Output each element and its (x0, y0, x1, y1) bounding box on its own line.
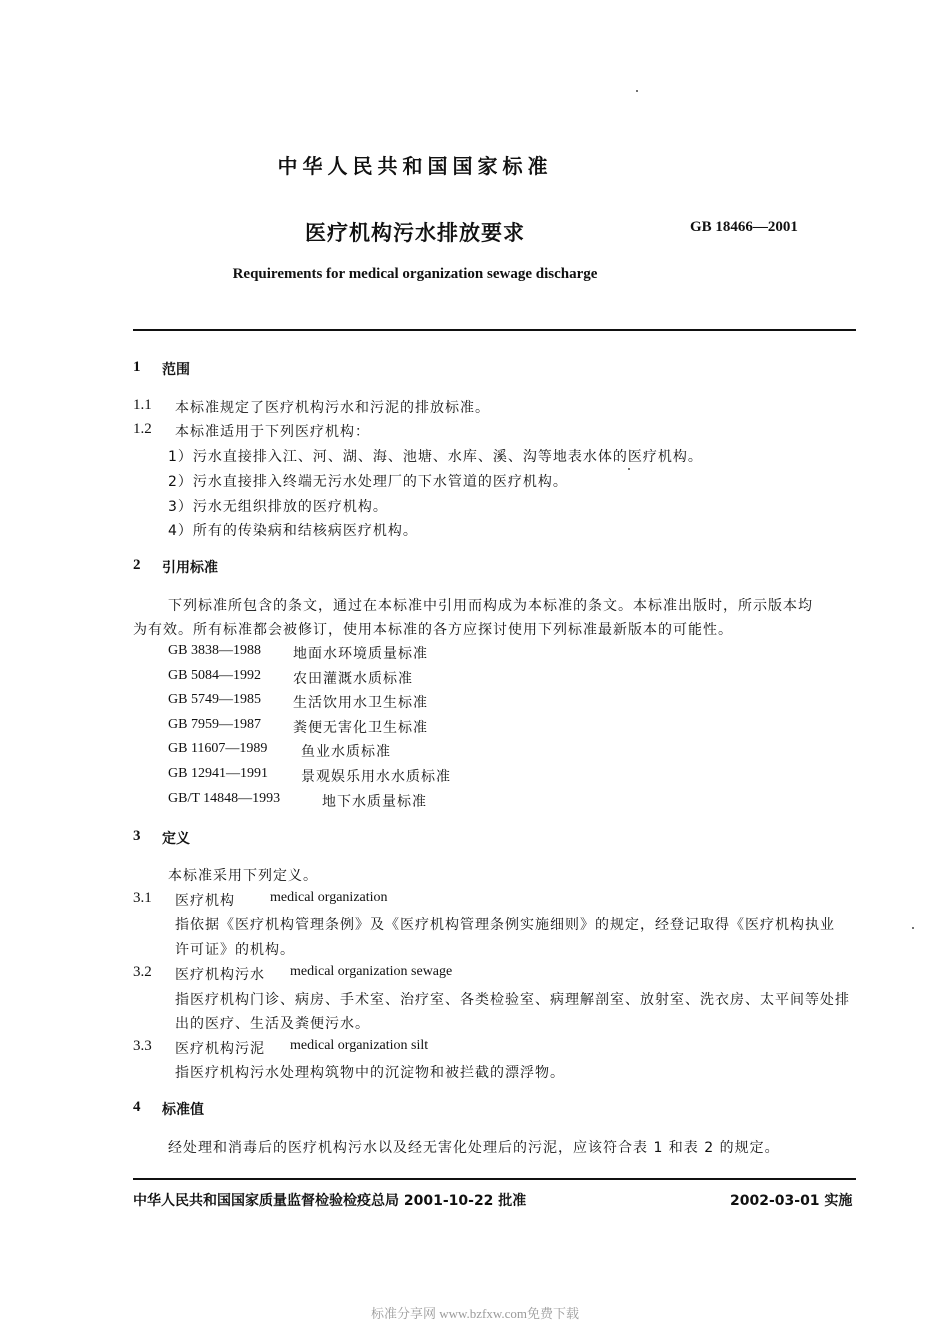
definition-intro: 本标准采用下列定义。 (168, 868, 318, 884)
national-standard-heading: 中华人民共和国国家标准 (277, 154, 553, 178)
clause-1-2-text: 本标准适用于下列医疗机构： (175, 424, 370, 440)
definition-line: 许可证》的机构。 (175, 942, 295, 958)
clause-1-2-number: 1.2 (133, 421, 152, 437)
english-title: Requirements for medical organization sewage discharge (232, 266, 598, 282)
list-item: 4）所有的传染病和结核病医疗机构。 (168, 523, 418, 539)
section-4-heading: 标准值 (162, 1102, 204, 1118)
definition-line: 指依据《医疗机构管理条例》及《医疗机构管理条例实施细则》的规定，经登记取得《医疗机构执业 (175, 917, 835, 933)
clause-3-1-number: 3.1 (133, 890, 152, 906)
standard-code: GB 18466—2001 (690, 219, 798, 235)
clause-1-1-text: 本标准规定了医疗机构污水和污泥的排放标准。 (175, 400, 490, 416)
term-en: medical organization (270, 890, 388, 905)
list-item: 2）污水直接排入终端无污水处理厂的下水管道的医疗机构。 (168, 474, 568, 490)
term-cn: 医疗机构污水 (175, 967, 265, 983)
reference-code: GB 7959—1987 (168, 717, 261, 732)
section-3-number: 3 (133, 828, 141, 844)
term-cn: 医疗机构 (175, 893, 235, 909)
term-en: medical organization sewage (290, 964, 453, 979)
list-item: 1）污水直接排入江、河、湖、海、池塘、水库、溪、沟等地表水体的医疗机构。 (168, 449, 703, 465)
definition-line: 出的医疗、生活及粪便污水。 (175, 1016, 370, 1032)
scan-speck (628, 468, 630, 470)
reference-code: GB 11607—1989 (168, 741, 268, 756)
paragraph-line: 为有效。所有标准都会被修订，使用本标准的各方应探讨使用下列标准最新版本的可能性。 (133, 622, 733, 638)
reference-name: 景观娱乐用水水质标准 (301, 769, 451, 785)
watermark: 标准分享网 www.bzfxw.com免费下载 (370, 1306, 580, 1321)
scan-speck (912, 927, 914, 929)
section-1-number: 1 (133, 359, 141, 375)
definition-line: 指医疗机构门诊、病房、手术室、治疗室、各类检验室、病理解剖室、放射室、洗衣房、太平间等处排 (175, 992, 850, 1008)
section-1-heading: 范围 (162, 362, 190, 378)
reference-name: 农田灌溉水质标准 (293, 671, 413, 687)
clause-3-2-number: 3.2 (133, 964, 152, 980)
reference-name: 地面水环境质量标准 (293, 646, 428, 662)
page-title: 医疗机构污水排放要求 (305, 221, 525, 245)
list-item: 3）污水无组织排放的医疗机构。 (168, 499, 388, 515)
reference-name: 地下水质量标准 (322, 794, 427, 810)
implementation-date: 2002-03-01 实施 (730, 1193, 853, 1209)
term-en: medical organization silt (290, 1038, 429, 1053)
reference-code: GB 3838—1988 (168, 643, 261, 658)
reference-name: 鱼业水质标准 (301, 744, 391, 760)
reference-code: GB 12941—1991 (168, 766, 268, 781)
reference-code: GB/T 14848—1993 (168, 791, 281, 806)
section-4-paragraph: 经处理和消毒后的医疗机构污水以及经无害化处理后的污泥，应该符合表 1 和表 2 的规定。 (168, 1140, 780, 1156)
approval-line: 中华人民共和国国家质量监督检验检疫总局 2001-10-22 批准 (133, 1193, 527, 1209)
reference-code: GB 5749—1985 (168, 692, 261, 707)
footer-divider (133, 1178, 856, 1180)
definition-line: 指医疗机构污水处理构筑物中的沉淀物和被拦截的漂浮物。 (175, 1065, 565, 1081)
section-2-number: 2 (133, 557, 141, 573)
reference-code: GB 5084—1992 (168, 668, 261, 683)
section-4-number: 4 (133, 1099, 141, 1115)
term-cn: 医疗机构污泥 (175, 1041, 265, 1057)
reference-name: 生活饮用水卫生标准 (293, 695, 428, 711)
reference-name: 粪便无害化卫生标准 (293, 720, 428, 736)
clause-3-3-number: 3.3 (133, 1038, 152, 1054)
header-divider (133, 329, 856, 331)
paragraph-line: 下列标准所包含的条文，通过在本标准中引用而构成为本标准的条文。本标准出版时，所示版本均 (168, 598, 813, 614)
section-2-heading: 引用标准 (162, 560, 218, 576)
clause-1-1-number: 1.1 (133, 397, 152, 413)
section-3-heading: 定义 (162, 831, 190, 847)
scan-speck (636, 90, 638, 92)
